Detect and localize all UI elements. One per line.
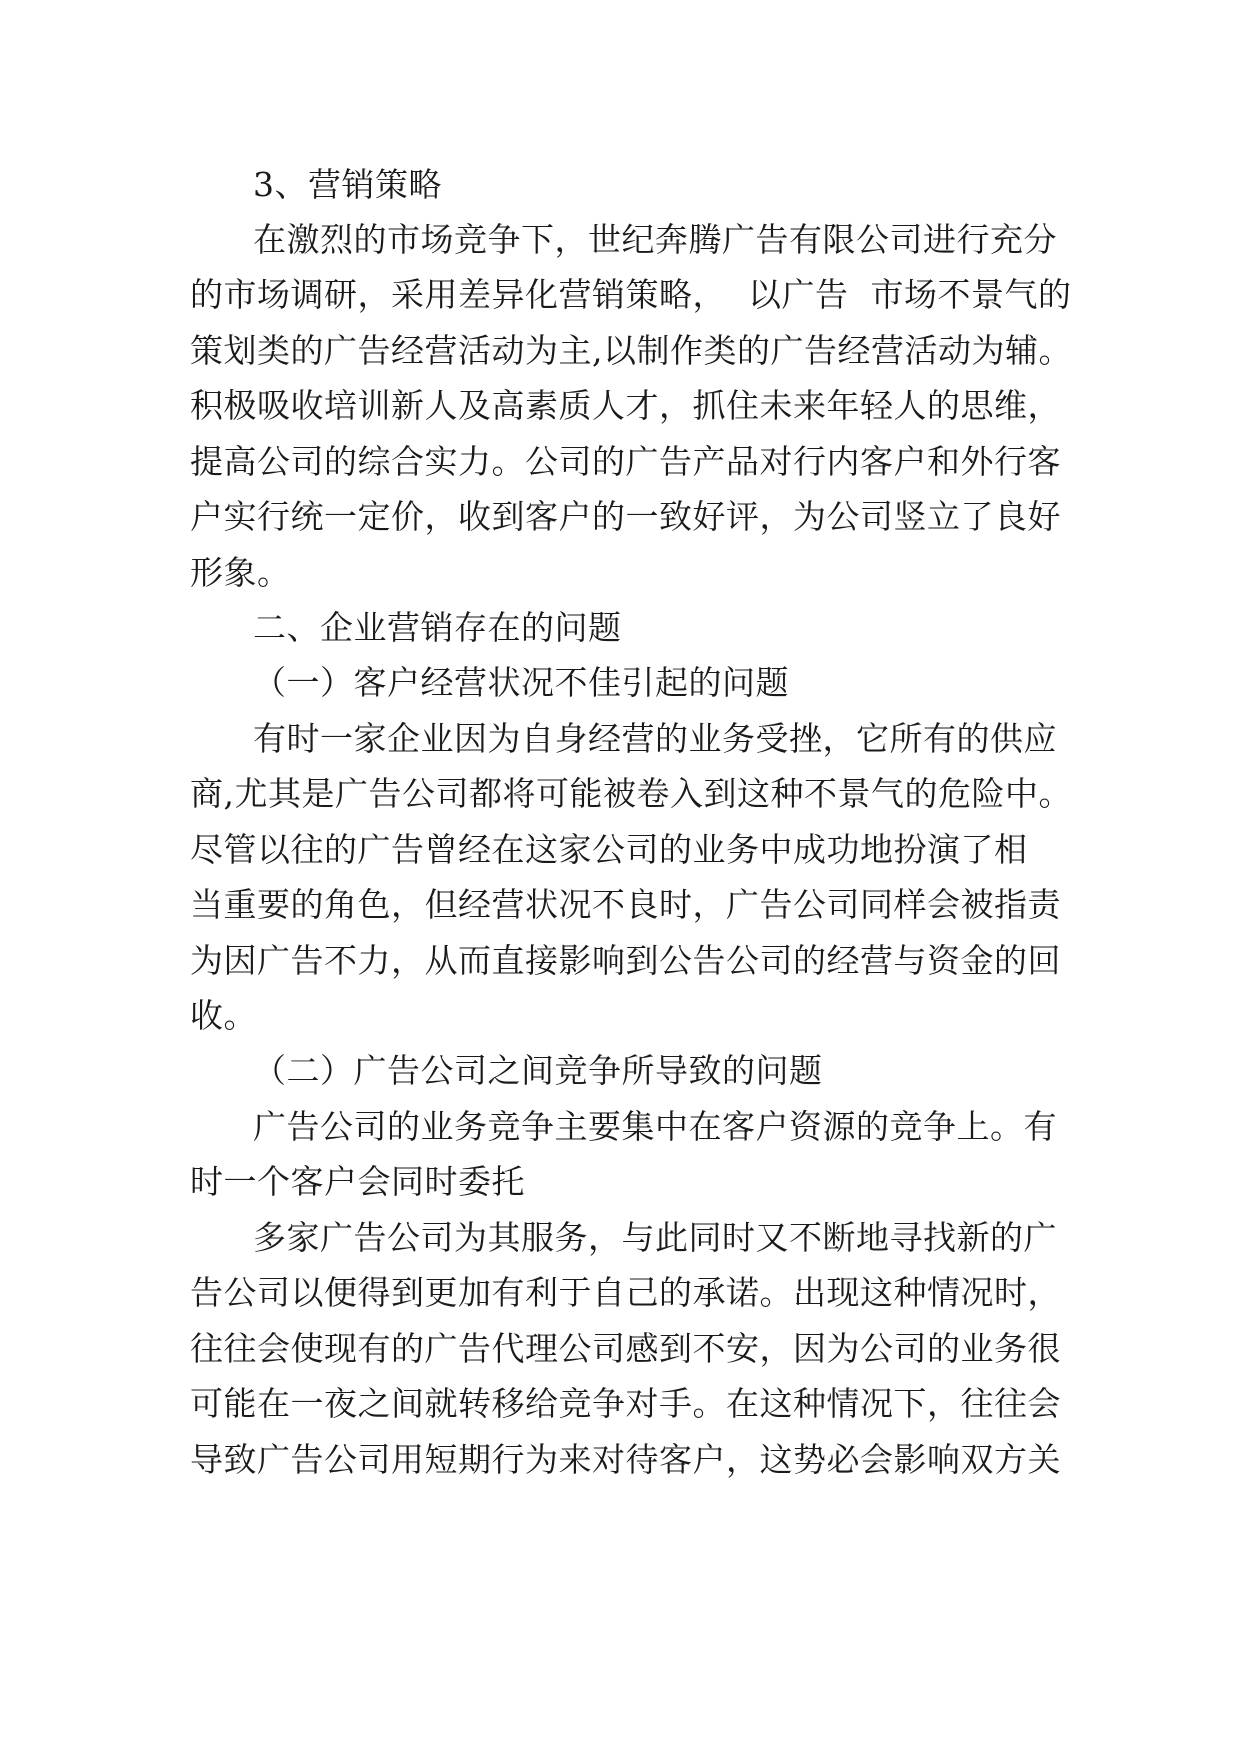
paragraph-line: 往往会使现有的广告代理公司感到不安，因为公司的业务很 xyxy=(190,1329,1061,1368)
paragraph-line: 多家广告公司为其服务，与此同时又不断地寻找新的广 xyxy=(253,1218,1057,1257)
paragraph-line: 有时一家企业因为自身经营的业务受挫，它所有的供应 xyxy=(253,719,1057,758)
paragraph-line: 在激烈的市场竞争下，世纪奔腾广告有限公司进行充分 xyxy=(253,220,1057,259)
subsection-heading-client-status: （一）客户经营状况不佳引起的问题 xyxy=(253,663,789,702)
paragraph-line: 商,尤其是广告公司都将可能被卷入到这种不景气的危险中。 xyxy=(190,774,1072,813)
paragraph-line: 告公司以便得到更加有利于自己的承诺。出现这种情况时， xyxy=(190,1273,1061,1312)
paragraph-line: 尽管以往的广告曾经在这家公司的业务中成功地扮演了相 xyxy=(190,830,1028,869)
paragraph-line: 策划类的广告经营活动为主,以制作类的广告经营活动为辅。 xyxy=(190,331,1072,370)
paragraph-line: 时一个客户会同时委托 xyxy=(190,1162,525,1201)
paragraph-line: 广告公司的业务竞争主要集中在客户资源的竞争上。有 xyxy=(253,1107,1057,1146)
paragraph-line: 提高公司的综合实力。公司的广告产品对行内客户和外行客 xyxy=(190,442,1061,481)
section-heading-marketing-problems: 二、企业营销存在的问题 xyxy=(253,608,622,647)
subsection-heading-agency-competition: （二）广告公司之间竞争所导致的问题 xyxy=(253,1051,823,1090)
paragraph-line: 当重要的角色，但经营状况不良时，广告公司同样会被指责 xyxy=(190,885,1061,924)
paragraph-line: 的市场调研，采用差异化营销策略， 以广告 市场不景气的 xyxy=(190,275,1072,314)
section-heading-marketing-strategy: 3、营销策略 xyxy=(253,165,442,204)
paragraph-line: 收。 xyxy=(190,996,257,1035)
paragraph-line: 为因广告不力，从而直接影响到公告公司的经营与资金的回 xyxy=(190,941,1061,980)
paragraph-line: 形象。 xyxy=(190,553,291,592)
paragraph-line: 户实行统一定价，收到客户的一致好评，为公司竖立了良好 xyxy=(190,497,1061,536)
paragraph-line: 导致广告公司用短期行为来对待客户，这势必会影响双方关 xyxy=(190,1440,1061,1479)
paragraph-line: 可能在一夜之间就转移给竞争对手。在这种情况下，往往会 xyxy=(190,1384,1061,1423)
paragraph-line: 积极吸收培训新人及高素质人才，抓住未来年轻人的思维， xyxy=(190,386,1061,425)
